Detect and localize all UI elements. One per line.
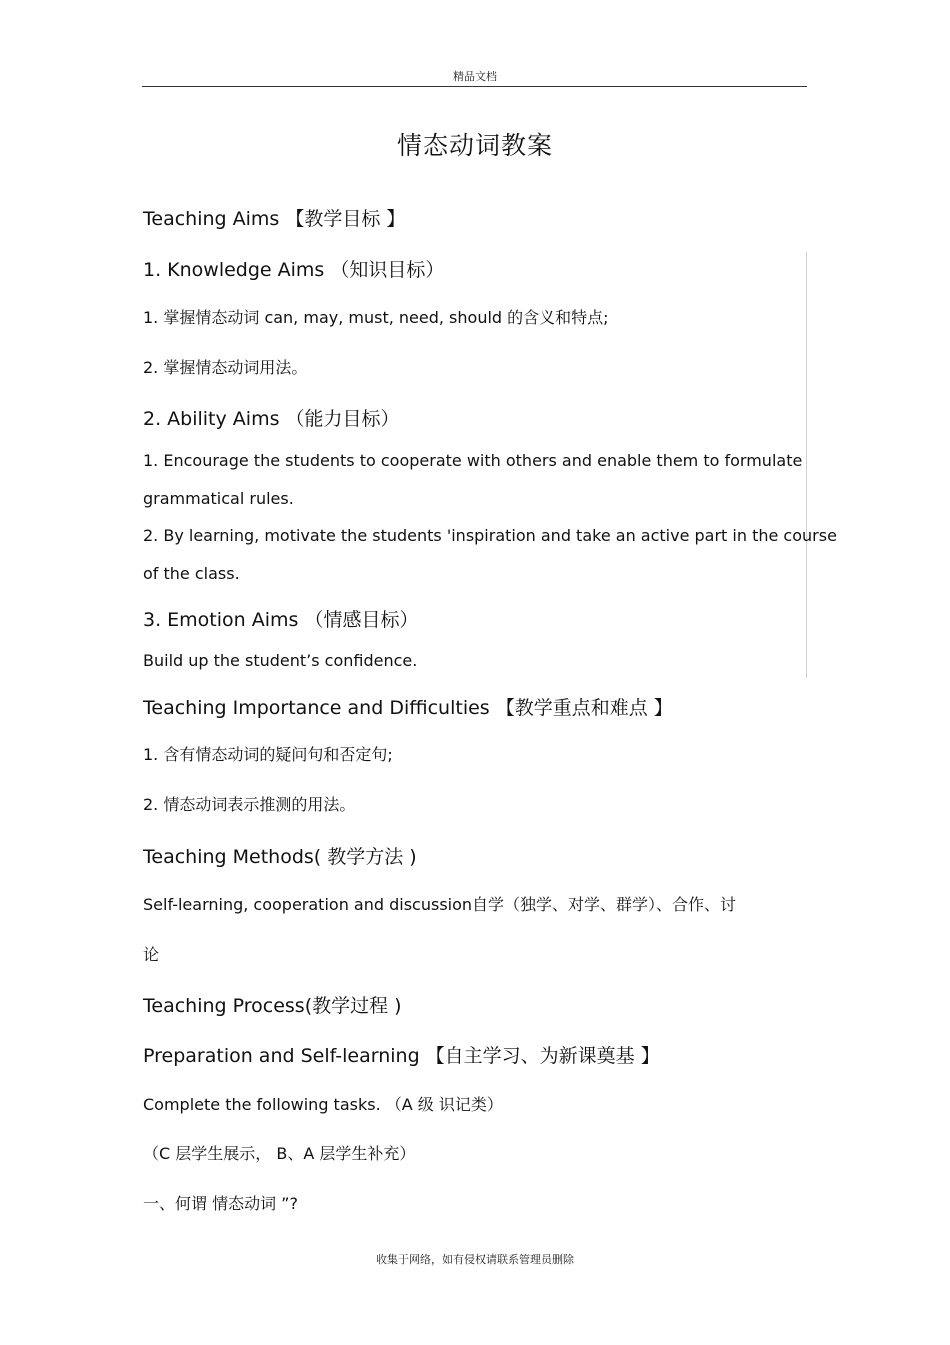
process-heading: Teaching Process(教学过程 ) bbox=[143, 995, 402, 1017]
methods-line-1: Self-learning, cooperation and discussion自学（独学、对学、群学）、合作、讨 bbox=[143, 895, 737, 914]
methods-line-2: 论 bbox=[143, 945, 160, 964]
margin-rule bbox=[806, 252, 807, 678]
group-note: （C 层学生展示， B、A 层学生补充） bbox=[143, 1144, 416, 1163]
knowledge-item-2: 2. 掌握情态动词用法。 bbox=[143, 358, 308, 377]
header-rule bbox=[142, 86, 807, 87]
importance-item-2: 2. 情态动词表示推测的用法。 bbox=[143, 795, 356, 814]
ability-aims-heading: 2. Ability Aims （能力目标） bbox=[143, 408, 400, 430]
document-title: 情态动词教案 bbox=[396, 131, 553, 160]
emotion-aims-heading: 3. Emotion Aims （情感目标） bbox=[143, 609, 419, 631]
importance-item-1: 1. 含有情态动词的疑问句和否定句; bbox=[143, 745, 393, 764]
methods-heading: Teaching Methods( 教学方法 ) bbox=[143, 846, 417, 868]
emotion-item: Build up the student’s confidence. bbox=[143, 651, 418, 670]
page-footer: 收集于网络，如有侵权请联系管理员删除 bbox=[376, 1253, 574, 1266]
task-instruction: Complete the following tasks. （A 级 识记类） bbox=[143, 1095, 503, 1114]
importance-heading: Teaching Importance and Difficulties 【教学重点和难点 】 bbox=[143, 697, 673, 719]
ability-item-1-line-2: grammatical rules. bbox=[143, 489, 294, 508]
ability-item-2-line-1: 2. By learning, motivate the students 'inspiration and take an active part in the course bbox=[143, 526, 837, 545]
question-1: 一、何谓 情态动词 ”? bbox=[143, 1194, 298, 1213]
teaching-aims-heading: Teaching Aims 【教学目标 】 bbox=[143, 208, 406, 230]
preparation-heading: Preparation and Self-learning 【自主学习、为新课奠基 】 bbox=[143, 1045, 660, 1067]
page-header: 精品文档 bbox=[453, 70, 497, 83]
ability-item-2-line-2: of the class. bbox=[143, 564, 240, 583]
knowledge-item-1: 1. 掌握情态动词 can, may, must, need, should 的含义和特点; bbox=[143, 308, 609, 327]
ability-item-1-line-1: 1. Encourage the students to cooperate with others and enable them to formulate bbox=[143, 451, 803, 470]
knowledge-aims-heading: 1. Knowledge Aims （知识目标） bbox=[143, 259, 445, 281]
